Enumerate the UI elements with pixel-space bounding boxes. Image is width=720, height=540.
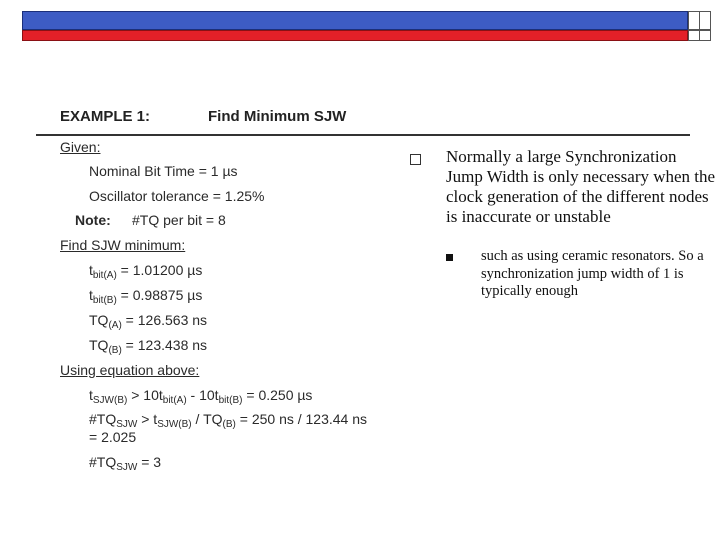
heading-rule [36, 134, 690, 136]
equation-line-4: $\#TQ_{SJW} = 3$ [89, 454, 162, 473]
nominal-bit-time: Nominal Bit Time = 1 µs [89, 163, 238, 179]
filled-square-bullet-icon [446, 254, 453, 261]
equation-line-2: $\#TQ_{SJW} > t_{SJW(B)} / TQ_{(B)} = 250$ ns / 123.44 ns [89, 411, 368, 430]
tbit-a-line: $t_{bit(A)} = 1.01200$ µs [89, 262, 203, 281]
example-title: Find Minimum SJW [208, 108, 347, 125]
title-bar-blue [22, 11, 688, 30]
tq-b-line: $TQ_{(B)} = 123.438$ ns [89, 337, 208, 356]
note-label: Note: [75, 212, 111, 228]
equation-label: Using equation above: [60, 362, 200, 378]
corner-box-top [688, 11, 711, 30]
corner-box-bottom [688, 30, 711, 41]
find-label: Find SJW minimum: [60, 237, 186, 253]
title-bar-red [22, 30, 688, 41]
given-label: Given: [60, 139, 101, 155]
example-label: EXAMPLE 1: [60, 108, 151, 125]
hollow-square-bullet-icon [410, 154, 421, 165]
tbit-b-line: $t_{bit(B)} = 0.98875$ µs [89, 287, 203, 306]
note-text: #TQ per bit = 8 [132, 212, 226, 228]
equation-line-3: = 2.025 [89, 429, 137, 445]
main-bullet-text: Normally a large Synchronization Jump Width is only necessary when the clock generation of the different nodes is inaccurate or unstable [446, 147, 716, 226]
oscillator-tolerance: Oscillator tolerance = 1.25% [89, 188, 265, 204]
sub-bullet-text: such as using ceramic resonators. So a synchronization jump width of 1 is typically enough [481, 248, 704, 299]
tq-a-line: $TQ_{(A)} = 126.563$ ns [89, 312, 208, 331]
equation-line-1: $t_{SJW(B)} > 10t_{bit(A)} - 10t_{bit(B)} = 0.250$ µs [89, 387, 313, 406]
